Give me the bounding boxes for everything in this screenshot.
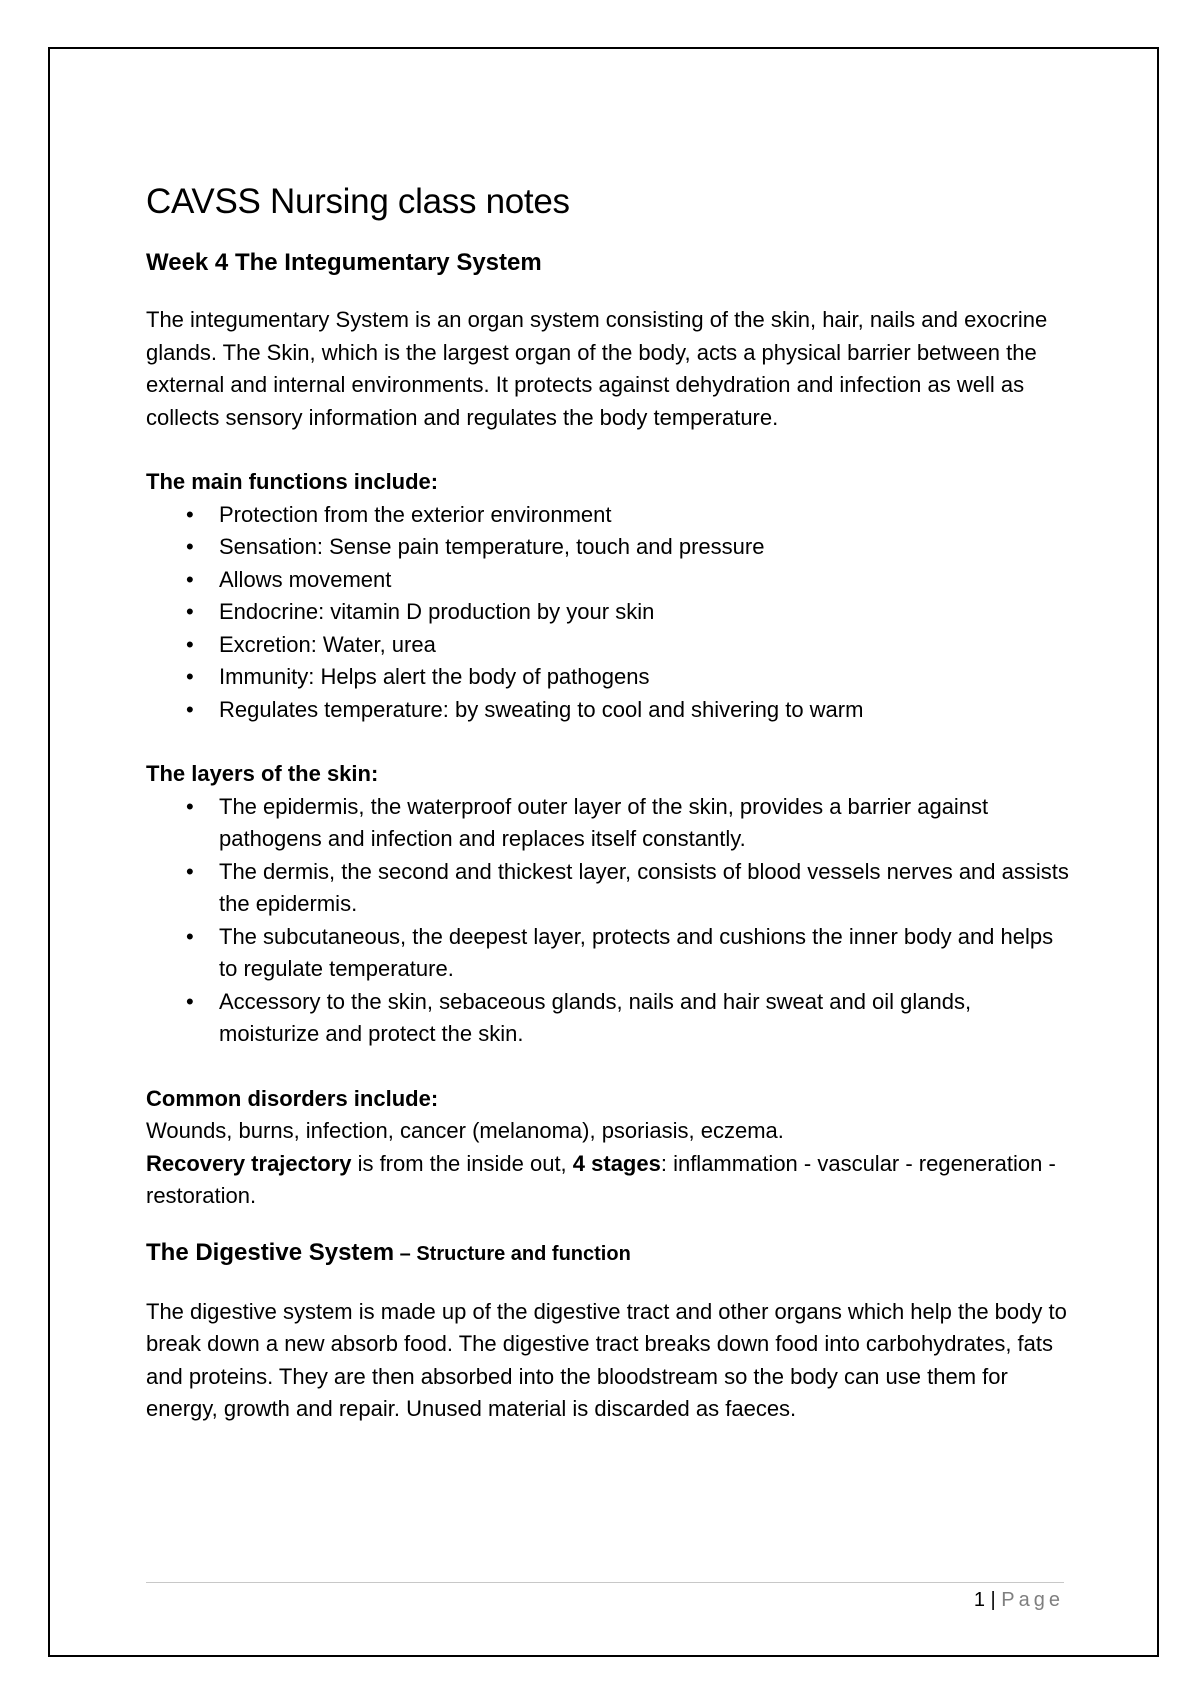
list-item: • Sensation: Sense pain temperature, touch and pressure — [186, 534, 765, 559]
digestive-heading: The Digestive System – Structure and function — [146, 1238, 631, 1266]
functions-list — [146, 499, 1076, 727]
list-item: • Immunity: Helps alert the body of pathogens — [186, 664, 650, 689]
page-label: Page — [1001, 1589, 1064, 1611]
intro-paragraph: The integumentary System is an organ system consisting of the skin, hair, nails and exocrine glands. The Skin, which is the largest organ of the body, acts a physical barrier between the external and internal environments. It protects against dehydration and infection as well as collects sensory information and regulates the body temperature. — [146, 307, 1048, 430]
list-item: • Excretion: Water, urea — [186, 631, 436, 657]
footer-separator: | — [984, 1589, 1002, 1611]
footer-divider — [146, 1582, 1064, 1583]
page-number: 1 — [973, 1589, 985, 1611]
week-heading: Week 4 The Integumentary System — [146, 249, 542, 276]
layers-heading: The layers of the skin: — [146, 761, 379, 786]
disorders-heading: Common disorders include: — [146, 1085, 439, 1111]
list-item: • Protection from the exterior environment — [186, 501, 612, 527]
list-item: • Endocrine: vitamin D production by your skin — [186, 599, 655, 624]
page-footer — [146, 1589, 1064, 1612]
functions-heading: The main functions include: — [146, 469, 439, 494]
list-item: • Allows movement — [186, 566, 392, 592]
list-item: • The dermis, the second and thickest layer, consists of blood vessels nerves and assists the epidermis. — [186, 858, 1069, 916]
list-item: • The subcutaneous, the deepest layer, protects and cushions the inner body and helps to regulate temperature. — [186, 923, 1054, 981]
list-item: • The epidermis, the waterproof outer layer of the skin, provides a barrier against pathogens and infection and replaces itself constantly. — [186, 793, 989, 851]
document-body — [146, 160, 1076, 1426]
list-item: • Accessory to the skin, sebaceous glands, nails and hair sweat and oil glands, moisturize and protect the skin. — [186, 988, 972, 1046]
recovery-paragraph: Recovery trajectory is from the inside out, 4 stages: inflammation - vascular - regeneration - restoration. — [146, 1150, 1056, 1208]
digestive-paragraph: The digestive system is made up of the digestive tract and other organs which help the body to break down a new absorb food. The digestive tract breaks down food into carbohydrates, fats and proteins. They are then absorbed into the bloodstream so the body can use them for energy, growth and repair. Unused material is discarded as faeces. — [146, 1298, 1067, 1421]
layers-list — [146, 791, 1076, 1051]
disorders-list: Wounds, burns, infection, cancer (melanoma), psoriasis, eczema. — [146, 1118, 784, 1143]
document-title: CAVSS Nursing class notes — [146, 182, 570, 221]
list-item: • Regulates temperature: by sweating to cool and shivering to warm — [186, 696, 864, 722]
